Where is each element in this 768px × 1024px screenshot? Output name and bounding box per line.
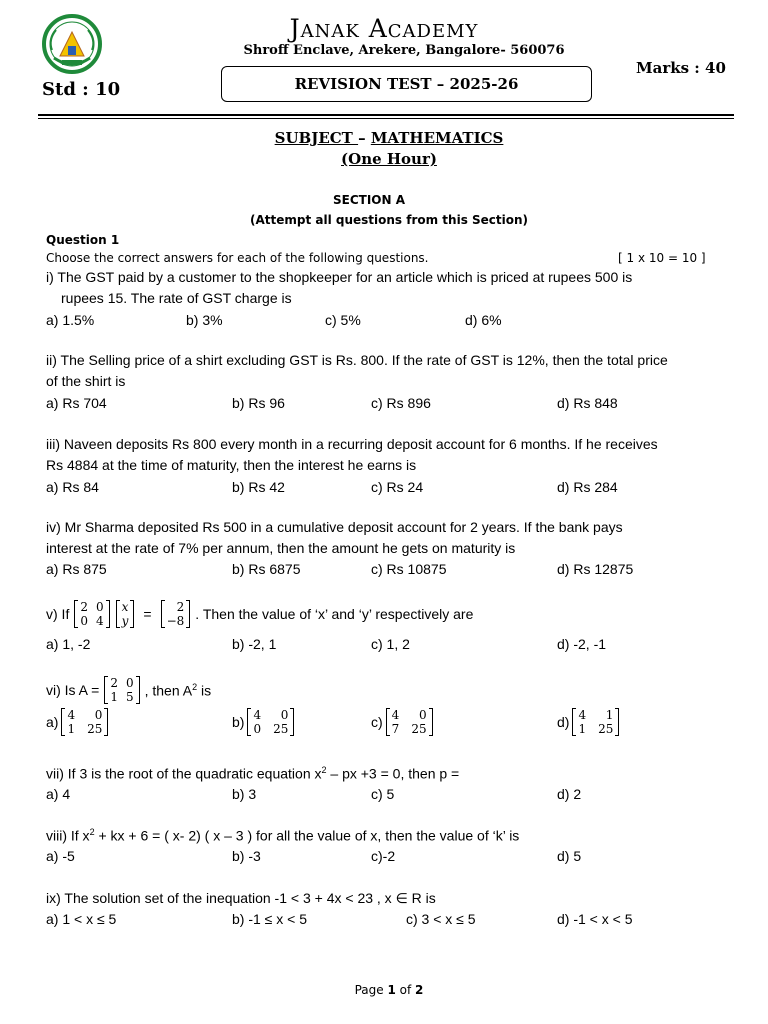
option-matrix	[572, 708, 619, 736]
matrix-cell: 1	[578, 722, 587, 736]
matrix-cell: −8	[166, 614, 185, 628]
question-score: [ 1 x 10 = 10 ]	[618, 251, 706, 265]
matrix-cell: 0	[280, 708, 289, 722]
matrix-cell: 2	[176, 600, 185, 614]
subject-title	[0, 129, 768, 147]
question-4-option-d: d) Rs 12875	[557, 561, 634, 577]
question-2-text-2: of the shirt is	[46, 373, 126, 389]
option-label: c)	[371, 714, 383, 730]
question-7-prefix: vii) If 3 is the root of the quadratic equation x	[46, 765, 322, 782]
question-8-text	[46, 827, 519, 844]
question-6-option-d	[557, 708, 620, 736]
matrix-cell: 5	[125, 690, 134, 704]
page-current: 1	[387, 983, 396, 997]
superscript: 2	[192, 681, 198, 692]
question-5-option-d: d) -2, -1	[557, 636, 607, 652]
matrix-cell: y	[121, 614, 129, 628]
question-9-option-b: b) -1 ≤ x < 5	[232, 911, 307, 927]
question-6-option-c	[371, 708, 434, 736]
superscript: 2	[89, 827, 95, 837]
question-1-text-2: rupees 15. The rate of GST charge is	[61, 290, 292, 306]
test-title: REVISION TEST – 2025-26	[294, 75, 519, 93]
question-4-text-2: interest at the rate of 7% per annum, then the amount he gets on maturity is	[46, 540, 516, 556]
matrix-coefficient	[74, 600, 109, 628]
question-9-option-d: d) -1 < x < 5	[557, 911, 633, 927]
option-label: a)	[46, 714, 59, 730]
matrix-variable	[116, 600, 135, 628]
question-8-option-d: d) 5	[557, 848, 582, 864]
school-address: Shroff Enclave, Arekere, Bangalore- 560076	[243, 43, 565, 58]
question-5-text	[46, 600, 473, 628]
matrix-cell: 0	[253, 722, 262, 736]
matrix-a	[104, 676, 139, 704]
question-2-option-b: b) Rs 96	[232, 395, 285, 411]
question-4-option-a: a) Rs 875	[46, 561, 107, 577]
matrix-cell: 1	[67, 722, 76, 736]
subject-prefix: SUBJECT	[274, 129, 359, 147]
question-8-option-b: b) -3	[232, 848, 261, 864]
question-3-option-d: d) Rs 284	[557, 479, 618, 495]
question-4-option-b: b) Rs 6875	[232, 561, 301, 577]
matrix-cell: 25	[87, 722, 103, 736]
question-6-prefix: vi) Is A =	[46, 682, 100, 698]
question-7-text	[46, 765, 459, 782]
question-3-option-a: a) Rs 84	[46, 479, 99, 495]
question-1-option-d: d) 6%	[465, 312, 502, 328]
matrix-cell: 2	[80, 600, 88, 614]
question-1-option-a: a) 1.5%	[46, 312, 95, 328]
question-6-suffix: , then A	[144, 682, 193, 699]
std-label: Std : 10	[42, 79, 121, 100]
question-2-option-d: d) Rs 848	[557, 395, 618, 411]
header-divider-thin	[38, 118, 734, 119]
page-number	[0, 983, 768, 997]
section-instruction: (Attempt all questions from this Section)	[249, 213, 529, 227]
duration: (One Hour)	[341, 150, 437, 168]
question-5-option-b: b) -2, 1	[232, 636, 277, 652]
question-3-text-2: Rs 4884 at the time of maturity, then the interest he earns is	[46, 457, 417, 473]
question-7-option-c: c) 5	[371, 786, 395, 802]
question-7-option-a: a) 4	[46, 786, 71, 802]
question-1-text: i) The GST paid by a customer to the shopkeeper for an article which is priced at rupees 500 is	[46, 269, 633, 285]
page-total: 2	[415, 983, 424, 997]
question-1-option-b: b) 3%	[186, 312, 223, 328]
superscript: 2	[321, 765, 327, 775]
page-prefix: Page	[354, 983, 388, 997]
question-9-option-a: a) 1 < x ≤ 5	[46, 911, 117, 927]
question-2-text: ii) The Selling price of a shirt excluding GST is Rs. 800. If the rate of GST is 12%, then the total price	[46, 352, 668, 368]
option-matrix	[247, 708, 294, 736]
question-6-suffix-2: is	[197, 682, 212, 699]
question-6-option-a	[46, 708, 109, 736]
question-3-text: iii) Naveen deposits Rs 800 every month in a recurring deposit account for 6 months. If he receives	[46, 436, 658, 452]
matrix-cell: 0	[95, 600, 104, 614]
matrix-cell: 7	[391, 722, 400, 736]
question-4-option-c: c) Rs 10875	[371, 561, 447, 577]
matrix-cell: 25	[273, 722, 289, 736]
subject-dash: –	[358, 129, 371, 147]
question-9-option-c: c) 3 < x ≤ 5	[406, 911, 476, 927]
question-2-option-c: c) Rs 896	[371, 395, 431, 411]
matrix-cell: 25	[598, 722, 614, 736]
question-6-option-b	[232, 708, 295, 736]
question-7-suffix: – px +3 = 0, then p =	[326, 765, 460, 782]
question-8-suffix: + kx + 6 = ( x- 2) ( x – 3 ) for all the value of x, then the value of ‘k’ is	[94, 827, 520, 844]
question-7-option-b: b) 3	[232, 786, 257, 802]
matrix-cell: 25	[411, 722, 427, 736]
matrix-cell: 0	[80, 614, 88, 628]
option-matrix	[61, 708, 108, 736]
matrix-cell: 4	[578, 708, 587, 722]
matrix-cell: 0	[125, 676, 134, 690]
matrix-cell: 0	[94, 708, 103, 722]
matrix-cell: 1	[605, 708, 614, 722]
option-label: b)	[232, 714, 245, 730]
question-3-option-b: b) Rs 42	[232, 479, 285, 495]
header-divider	[38, 114, 734, 116]
question-8-prefix: viii) If x	[46, 827, 90, 844]
question-5-prefix: v) If	[46, 606, 70, 622]
section-title: SECTION A	[332, 193, 405, 207]
matrix-cell: 0	[418, 708, 427, 722]
question-5-suffix: . Then the value of ‘x’ and ‘y’ respectively are	[195, 606, 474, 622]
question-8-option-a: a) -5	[46, 848, 75, 864]
option-label: d)	[557, 714, 570, 730]
matrix-cell: 4	[253, 708, 262, 722]
question-2-option-a: a) Rs 704	[46, 395, 107, 411]
question-7-option-d: d) 2	[557, 786, 582, 802]
subject-name: MATHEMATICS	[370, 129, 504, 147]
equals-sign: =	[143, 606, 152, 622]
question-label: Question 1	[46, 233, 120, 247]
question-4-text: iv) Mr Sharma deposited Rs 500 in a cumulative deposit account for 2 years. If the bank pays	[46, 519, 623, 535]
question-5-option-a: a) 1, -2	[46, 636, 91, 652]
page-of: of	[395, 983, 416, 997]
question-3-option-c: c) Rs 24	[371, 479, 424, 495]
school-name: Janak Academy	[289, 14, 479, 43]
matrix-cell: 4	[67, 708, 76, 722]
matrix-cell: x	[121, 600, 129, 614]
question-9-text: ix) The solution set of the inequation -1 < 3 + 4x < 23 , x ∈ R is	[46, 890, 436, 906]
matrix-cell: 1	[110, 690, 118, 704]
question-8-option-c: c)-2	[371, 848, 396, 864]
marks-label: Marks : 40	[636, 59, 726, 77]
choose-instruction: Choose the correct answers for each of the following questions.	[46, 251, 429, 265]
matrix-result	[161, 600, 191, 628]
question-6-text	[46, 676, 211, 704]
option-matrix	[386, 708, 433, 736]
matrix-cell: 4	[95, 614, 104, 628]
matrix-cell: 4	[391, 708, 400, 722]
question-5-option-c: c) 1, 2	[371, 636, 410, 652]
matrix-cell: 2	[110, 676, 118, 690]
question-1-option-c: c) 5%	[325, 312, 361, 328]
